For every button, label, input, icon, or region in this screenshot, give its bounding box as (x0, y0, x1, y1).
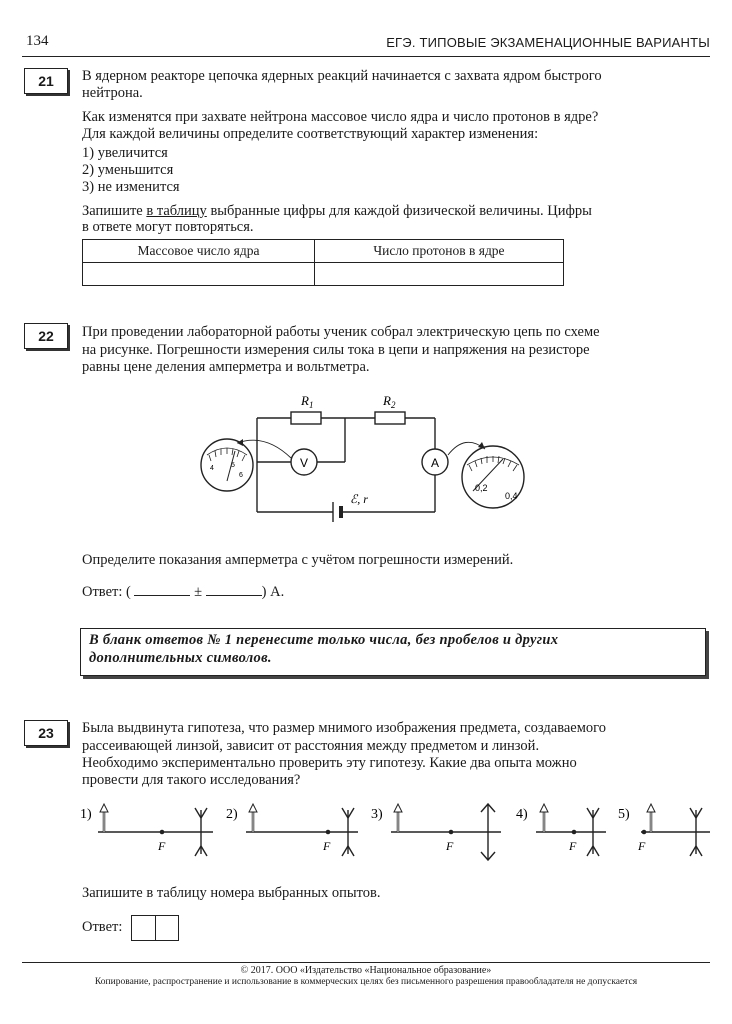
question-23-number: 23 (24, 720, 68, 746)
q22-answer-value-field[interactable] (134, 581, 190, 596)
header-rule (22, 56, 710, 57)
q22-text-line3: равны цене деления амперметра и вольтметра. (82, 359, 370, 375)
q22-answer-pm: ± (194, 584, 203, 600)
answer-sheet-note (80, 628, 706, 676)
footer-rule (22, 962, 710, 963)
note-line1: В бланк ответов № 1 перенесите только числа, без пробелов и других (89, 632, 559, 648)
battery-icon (333, 502, 341, 522)
q21-text-line3: Как изменятся при захвате нейтрона массовое число ядра и число протонов в ядре? (82, 109, 599, 125)
q21-instr-post: выбранные цифры для каждой физической величины. Цифры (206, 203, 592, 219)
q23-text-line1: Была выдвинута гипотеза, что размер мнимого изображения предмета, создаваемого (82, 720, 606, 736)
q23-text-line4: провести для такого исследования? (82, 772, 301, 788)
svg-text:6: 6 (239, 472, 243, 479)
q21-instruction-line2: в ответе могут повторяться. (82, 219, 254, 235)
svg-text:0,4: 0,4 (505, 491, 518, 501)
q21-option-1: 1) увеличится (82, 145, 168, 161)
svg-text:3): 3) (371, 807, 383, 822)
q23-answer-label: Ответ: (82, 919, 123, 935)
svg-text:0,2: 0,2 (475, 483, 488, 493)
q22-answer-unit: ) А. (261, 584, 285, 600)
experiment-3 (371, 804, 501, 860)
svg-text:4): 4) (516, 807, 528, 822)
q21-text-line1: В ядерном реакторе цепочка ядерных реакций начинается с захвата ядром быстрого (82, 68, 602, 84)
q22-answer-line (82, 581, 284, 601)
question-22-number: 22 (24, 323, 68, 349)
svg-text:F: F (638, 839, 646, 853)
experiment-4 (516, 804, 606, 856)
svg-text:5): 5) (618, 807, 630, 822)
q21-instr-link: в таблицу (146, 203, 207, 219)
q21-answer-table (82, 239, 564, 286)
q21-table-header-mass: Массовое число ядра (83, 240, 315, 263)
experiment-5 (618, 804, 710, 856)
question-21-number: 21 (24, 68, 68, 94)
experiment-1 (80, 804, 213, 856)
experiment-2 (226, 804, 358, 856)
footer-copyright: © 2017. ООО «Издательство «Национальное образование» (240, 965, 492, 976)
footer-disclaimer: Копирование, распространение и использование в коммерческих целях без письменного разрешения правообладателя не допускается (94, 977, 638, 987)
q23-text-line2: рассеивающей линзой, зависит от расстояния между предметом и линзой. (82, 738, 540, 754)
q21-text-line4: Для каждой величины определите соответствующий характер изменения: (82, 126, 539, 142)
q22-answer-error-field[interactable] (206, 581, 262, 596)
circuit-diagram (195, 385, 545, 530)
note-line2: дополнительных символов. (89, 650, 272, 666)
q22-text-line1: При проведении лабораторной работы ученик собрал электрическую цепь по схеме (82, 324, 600, 340)
svg-text:2): 2) (226, 807, 238, 822)
svg-text:A: A (430, 456, 440, 470)
lens-experiments-diagram (78, 798, 718, 873)
svg-text:F: F (158, 839, 166, 853)
ammeter-scale-dial (462, 446, 524, 508)
q21-answer-cell-protons[interactable] (314, 263, 563, 286)
running-header: ЕГЭ. ТИПОВЫЕ ЭКЗАМЕНАЦИОННЫЕ ВАРИАНТЫ (386, 35, 710, 50)
q23-text-line3: Необходимо экспериментально проверить эту гипотезу. Какие два опыта можно (82, 755, 577, 771)
q23-answer-boxes (131, 915, 179, 941)
q21-text-line2: нейтрона. (82, 85, 143, 101)
resistor-r1 (291, 412, 321, 424)
q21-option-3: 3) не изменится (82, 179, 180, 195)
svg-text:4: 4 (210, 465, 214, 472)
emf-label: ℰ, r (350, 492, 368, 506)
page-number: 134 (26, 33, 49, 49)
q22-answer-label: Ответ: ( (82, 584, 131, 600)
q23-answer-cell-2[interactable] (156, 916, 179, 940)
svg-text:V: V (299, 456, 309, 470)
q21-instr-pre: Запишите (82, 203, 147, 219)
svg-text:F: F (569, 839, 577, 853)
r1-label: $R_1$ (301, 393, 314, 410)
ammeter-icon (422, 449, 448, 475)
q23-answer-cell-1[interactable] (132, 916, 156, 940)
q22-question: Определите показания амперметра с учётом погрешности измерений. (82, 552, 514, 568)
q21-table-header-protons: Число протонов в ядре (314, 240, 563, 263)
q21-option-2: 2) уменьшится (82, 162, 174, 178)
svg-text:1): 1) (80, 807, 92, 822)
q22-text-line2: на рисунке. Погрешности измерения силы тока в цепи и напряжения на резисторе (82, 342, 590, 358)
q21-instruction-line1 (82, 203, 592, 220)
resistor-r2 (375, 412, 405, 424)
voltmeter-icon (291, 449, 317, 475)
svg-text:F: F (446, 839, 454, 853)
r2-label: $R_2$ (383, 393, 396, 410)
q21-answer-cell-mass[interactable] (83, 263, 315, 286)
voltmeter-scale-dial (201, 439, 253, 491)
svg-text:F: F (323, 839, 331, 853)
q23-instruction: Запишите в таблицу номера выбранных опытов. (82, 885, 381, 901)
svg-text:5: 5 (231, 462, 235, 469)
